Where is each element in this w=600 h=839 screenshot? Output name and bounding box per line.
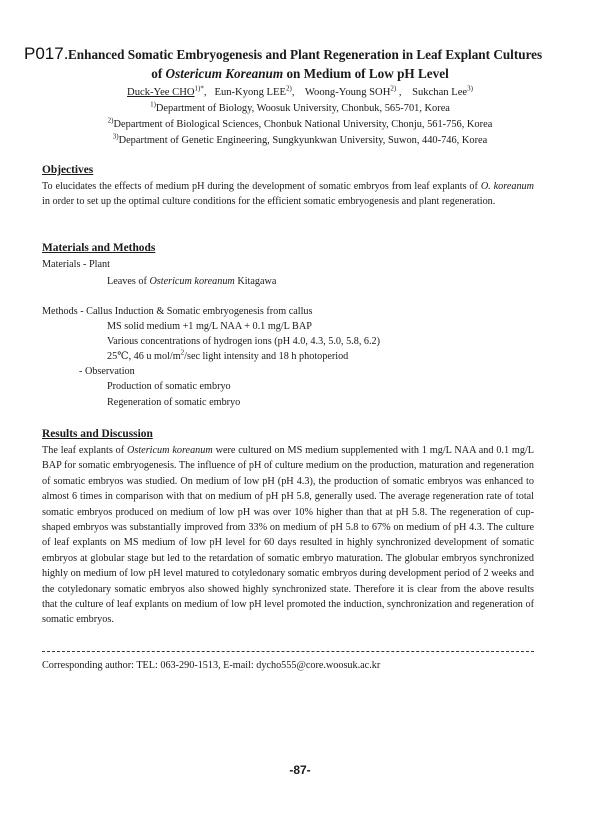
- objectives-text: [42, 179, 534, 210]
- results-text: [42, 443, 534, 628]
- author-affil-mark: 3): [467, 84, 473, 93]
- affiliation: [0, 116, 600, 130]
- affil-mark: 2): [107, 116, 114, 125]
- conditions-sup: 2: [180, 348, 185, 357]
- ph-range: Various concentrations of hydrogen ions (pH 4.0, 4.3, 5.0, 5.8, 6.2): [107, 336, 381, 347]
- dashed-divider: [42, 651, 534, 652]
- affil-mark: 3): [112, 132, 119, 141]
- observation-item: Production of somatic embryo: [107, 381, 231, 392]
- results-text-part: The leaf explants of: [42, 445, 128, 456]
- plant-material: [107, 276, 276, 287]
- plant-suffix: Kitagawa: [234, 276, 277, 287]
- observation-label: - Observation: [79, 366, 135, 377]
- plant-species: Ostericum koreanum: [149, 276, 235, 287]
- affil-mark: 1): [150, 100, 156, 109]
- author-affil-mark: 2): [390, 84, 397, 93]
- affiliation: [0, 132, 600, 146]
- observation-item: Regeneration of somatic embryo: [107, 397, 241, 408]
- affiliation: [0, 100, 600, 114]
- results-text-part: were cultured on MS medium supplemented with 1 mg/L NAA and 0.1 mg/L BAP for somatic embryogenesis. The influence of pH of culture medium on the production, maturation and regeneration of somatic embryos was studied. On medium of low pH (pH 4.3), the production of somatic embryos was enhanced to almost 6 times in comparison with that on medium of pH pH 5.8, generally used. The average regeneration rate of total somatic embryos produced on medium of low pH was over 10% higher than that at pH 5.8. The regeneration of cup-shaped embryos was substantially improved from 33% on medium of pH 5.8 to 67% on medium of pH 4.3. The culture of leaf explants on MS medium of low pH level for 60 days resulted in highly synchronized development of somatic embryos at globular stage but led to the retardation of somatic embryo maturation. The globular embryos synchronized highly on medium of low pH level matured to cotyledonary somatic embryos during development period of 2 weeks and the cotyledonary somatic embryos also showed highly synchronized state. Therefore it is clear from the above results that the culture of leaf explants on medium of low pH level promoted the induction, synchronization and regeneration of somatic embryos.: [42, 445, 535, 626]
- paper-title-line-1: Enhanced Somatic Embryogenesis and Plant Regeneration in Leaf Explant Cultures: [68, 47, 543, 62]
- author-name: Sukchan Lee: [412, 87, 468, 98]
- title-suffix: on Medium of Low pH Level: [283, 66, 449, 81]
- corresponding-author: Corresponding author: TEL: 063-290-1513, E-mail: dycho555@core.woosuk.ac.kr: [42, 660, 381, 671]
- author-name: Duck-Yee CHO: [127, 87, 195, 98]
- paper-title-line-2: [0, 66, 600, 82]
- title-species: Ostericum Koreanum: [165, 66, 284, 81]
- conditions-prefix: 25℃, 46 u mol/m: [107, 351, 181, 362]
- affil-text: Department of Biology, Woosuk University, Chonbuk, 565-701, Korea: [155, 103, 450, 114]
- author-name: Eun-Kyong LEE: [214, 87, 286, 98]
- title-prefix: of: [151, 66, 166, 81]
- page-number: -87-: [289, 763, 311, 777]
- author-list: Duck-Yee $CHO^{1)*}$, Eun-Kyong LEE$^{2)}$, Woong-Young SOH$^{2)}$ , Sukchan Lee$^{3)}$: [127, 84, 473, 98]
- methods-label: Methods - Callus Induction & Somatic embryogenesis from callus: [42, 306, 313, 317]
- objectives-species: O. koreanum: [480, 181, 534, 192]
- culture-conditions: [107, 348, 349, 362]
- objectives-heading: Objectives: [42, 164, 94, 176]
- author-name: Woong-Young SOH: [304, 87, 391, 98]
- materials-label: Materials - Plant: [42, 259, 110, 270]
- results-species: Ostericum koreanum: [127, 445, 213, 456]
- methods-heading: Materials and Methods: [42, 242, 156, 254]
- medium-composition: MS solid medium +1 mg/L NAA + 0.1 mg/L BAP: [107, 321, 312, 332]
- results-heading: Results and Discussion: [42, 428, 153, 440]
- author-affil-mark: 2): [285, 84, 292, 93]
- author-affil-mark: 1)*: [194, 84, 204, 93]
- plant-prefix: Leaves of: [107, 276, 150, 287]
- affil-text: Department of Biological Sciences, Chonbuk National University, Chonju, 561-756, Korea: [113, 119, 493, 130]
- affil-text: Department of Genetic Engineering, Sungkyunkwan University, Suwon, 440-746, Korea: [118, 135, 488, 146]
- objectives-text-part: To elucidates the effects of medium pH during the development of somatic embryos from leaf explants of: [42, 181, 481, 192]
- conditions-suffix: /sec light intensity and 18 h photoperiod: [184, 351, 349, 362]
- objectives-text-part: in order to set up the optimal culture conditions for the efficient somatic embryogenesis and plant regeneration.: [42, 196, 496, 208]
- paper-id: P017.: [24, 44, 69, 63]
